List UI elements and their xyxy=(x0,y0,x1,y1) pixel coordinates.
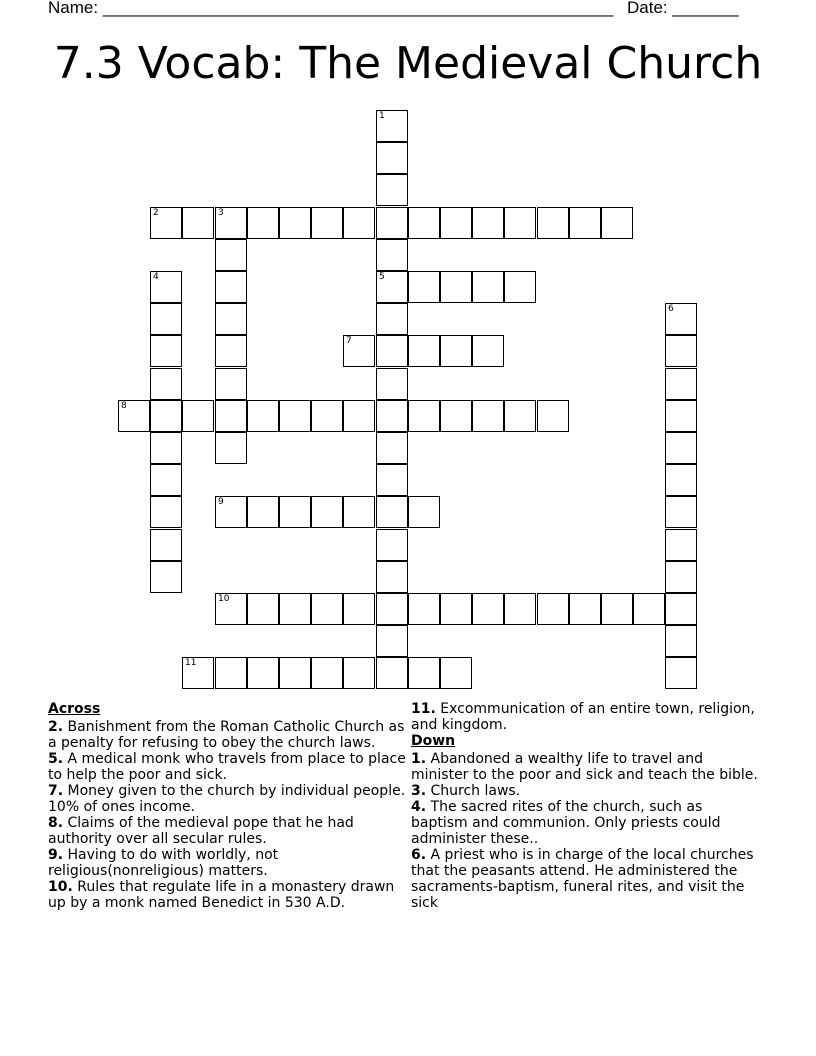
crossword-cell[interactable] xyxy=(376,142,408,174)
crossword-cell[interactable] xyxy=(150,464,182,496)
crossword-cell[interactable] xyxy=(601,593,633,625)
crossword-cell[interactable] xyxy=(215,207,247,239)
crossword-cell[interactable] xyxy=(343,400,375,432)
crossword-cell[interactable] xyxy=(665,335,697,367)
crossword-cell[interactable] xyxy=(569,207,601,239)
crossword-cell[interactable] xyxy=(311,207,343,239)
crossword-cell[interactable] xyxy=(215,432,247,464)
crossword-cell[interactable] xyxy=(665,400,697,432)
crossword-cell[interactable] xyxy=(472,335,504,367)
crossword-cell[interactable] xyxy=(247,593,279,625)
across-clue-7: 7. Money given to the church by individual people. 10% of ones income. xyxy=(48,783,406,815)
crossword-cell[interactable] xyxy=(376,561,408,593)
crossword-cell[interactable] xyxy=(408,657,440,689)
crossword-cell[interactable] xyxy=(376,174,408,206)
clue-number: 1 xyxy=(379,111,385,121)
crossword-cell[interactable] xyxy=(376,529,408,561)
date-label: Date: xyxy=(627,0,668,17)
clues-right-column xyxy=(411,701,761,911)
crossword-cell[interactable] xyxy=(182,207,214,239)
crossword-cell[interactable] xyxy=(504,207,536,239)
down-clue-4: 4. The sacred rites of the church, such as baptism and communion. Only priests could administer these.. xyxy=(411,799,721,847)
crossword-cell[interactable] xyxy=(343,593,375,625)
across-clue-8: 8. Claims of the medieval pope that he had authority over all secular rules. xyxy=(48,815,354,847)
crossword-cell[interactable] xyxy=(408,335,440,367)
crossword-cell[interactable] xyxy=(408,271,440,303)
crossword-cell[interactable] xyxy=(311,657,343,689)
crossword-cell[interactable] xyxy=(665,368,697,400)
crossword-cell[interactable] xyxy=(665,496,697,528)
crossword-cell[interactable] xyxy=(472,400,504,432)
crossword-cell[interactable] xyxy=(182,400,214,432)
crossword-cell[interactable] xyxy=(376,593,408,625)
crossword-cell[interactable] xyxy=(215,496,247,528)
crossword-cell[interactable] xyxy=(279,207,311,239)
crossword-cell[interactable] xyxy=(215,657,247,689)
crossword-cell[interactable] xyxy=(311,400,343,432)
crossword-cell[interactable] xyxy=(665,657,697,689)
crossword-cell[interactable] xyxy=(215,593,247,625)
crossword-cell[interactable] xyxy=(215,239,247,271)
crossword-cell[interactable] xyxy=(665,625,697,657)
crossword-cell[interactable] xyxy=(343,335,375,367)
crossword-cell[interactable] xyxy=(408,400,440,432)
crossword-cell[interactable] xyxy=(440,335,472,367)
across-heading: Across xyxy=(48,701,101,717)
crossword-cell[interactable] xyxy=(376,625,408,657)
crossword-cell[interactable] xyxy=(311,496,343,528)
crossword-cell[interactable] xyxy=(665,464,697,496)
crossword-cell[interactable] xyxy=(376,657,408,689)
clue-number: 5 xyxy=(379,272,385,282)
crossword-cell[interactable] xyxy=(472,271,504,303)
down-clue-3: 3. Church laws. xyxy=(411,783,521,799)
crossword-cell[interactable] xyxy=(665,561,697,593)
crossword-cell[interactable] xyxy=(440,657,472,689)
clue-number: 2 xyxy=(153,208,159,218)
crossword-cell[interactable] xyxy=(279,657,311,689)
clue-number: 3 xyxy=(218,208,224,218)
down-clue-6: 6. A priest who is in charge of the local churches that the peasants attend. He administered the sacraments-baptism, funeral rites, and visit the sick xyxy=(411,847,754,911)
crossword-cell[interactable] xyxy=(376,110,408,142)
crossword-cell[interactable] xyxy=(504,593,536,625)
crossword-cell[interactable] xyxy=(215,400,247,432)
crossword-cell[interactable] xyxy=(633,593,665,625)
crossword-cell[interactable] xyxy=(150,207,182,239)
across-clue-10: 10. Rules that regulate life in a monastery drawn up by a monk named Benedict in 530 A.D. xyxy=(48,879,395,911)
crossword-cell[interactable] xyxy=(279,496,311,528)
crossword-cell[interactable] xyxy=(601,207,633,239)
clue-number: 9 xyxy=(218,497,224,507)
across-clue-11: 11. Excommunication of an entire town, religion, and kingdom. xyxy=(411,701,755,733)
crossword-cell[interactable] xyxy=(182,657,214,689)
name-label: Name: xyxy=(48,0,99,17)
crossword-cell[interactable] xyxy=(150,400,182,432)
crossword-cell[interactable] xyxy=(343,207,375,239)
crossword-cell[interactable] xyxy=(376,335,408,367)
crossword-cell[interactable] xyxy=(408,593,440,625)
crossword-cell[interactable] xyxy=(376,400,408,432)
crossword-cell[interactable] xyxy=(376,271,408,303)
crossword-cell[interactable] xyxy=(343,496,375,528)
clue-number: 7 xyxy=(346,336,352,346)
clue-number: 6 xyxy=(668,304,674,314)
crossword-cell[interactable] xyxy=(504,400,536,432)
clue-number: 11 xyxy=(185,658,197,668)
crossword-cell[interactable] xyxy=(215,335,247,367)
crossword-cell[interactable] xyxy=(537,207,569,239)
crossword-cell[interactable] xyxy=(311,593,343,625)
crossword-cell[interactable] xyxy=(150,432,182,464)
crossword-cell[interactable] xyxy=(247,657,279,689)
crossword-cell[interactable] xyxy=(569,593,601,625)
crossword-cell[interactable] xyxy=(247,496,279,528)
crossword-cell[interactable] xyxy=(665,303,697,335)
crossword-cell[interactable] xyxy=(537,400,569,432)
crossword-cell[interactable] xyxy=(150,271,182,303)
crossword-cell[interactable] xyxy=(472,207,504,239)
crossword-cell[interactable] xyxy=(150,335,182,367)
crossword-cell[interactable] xyxy=(118,400,150,432)
crossword-cell[interactable] xyxy=(376,303,408,335)
name-line: ______________________________________________________ xyxy=(102,0,614,17)
crossword-cell[interactable] xyxy=(408,496,440,528)
down-heading: Down xyxy=(411,733,456,749)
crossword-cell[interactable] xyxy=(279,593,311,625)
crossword-cell[interactable] xyxy=(376,207,408,239)
crossword-cell[interactable] xyxy=(247,400,279,432)
crossword-cell[interactable] xyxy=(504,271,536,303)
crossword-cell[interactable] xyxy=(376,368,408,400)
crossword-cell[interactable] xyxy=(376,464,408,496)
clue-number: 4 xyxy=(153,272,159,282)
date-line: _______ xyxy=(672,0,739,17)
crossword-cell[interactable] xyxy=(343,657,375,689)
crossword-cell[interactable] xyxy=(440,593,472,625)
crossword-cell[interactable] xyxy=(440,400,472,432)
clue-number: 8 xyxy=(121,401,127,411)
across-clue-2: 2. Banishment from the Roman Catholic Church as a penalty for refusing to obey the church laws. xyxy=(48,719,405,751)
crossword-cell[interactable] xyxy=(376,496,408,528)
crossword-cell[interactable] xyxy=(150,496,182,528)
crossword-cell[interactable] xyxy=(472,593,504,625)
crossword-cell[interactable] xyxy=(665,432,697,464)
crossword-cell[interactable] xyxy=(279,400,311,432)
crossword-cell[interactable] xyxy=(376,239,408,271)
clues-left-column xyxy=(48,701,406,911)
down-clue-1: 1. Abandoned a wealthy life to travel and minister to the poor and sick and teach the bible. xyxy=(411,751,758,783)
crossword-cell[interactable] xyxy=(215,303,247,335)
crossword-cell[interactable] xyxy=(150,529,182,561)
crossword-cell[interactable] xyxy=(440,271,472,303)
page-title: 7.3 Vocab: The Medieval Church xyxy=(53,38,763,89)
crossword-cell[interactable] xyxy=(150,368,182,400)
crossword-cell[interactable] xyxy=(247,207,279,239)
crossword-cell[interactable] xyxy=(440,207,472,239)
crossword-cell[interactable] xyxy=(150,561,182,593)
crossword-cell[interactable] xyxy=(150,303,182,335)
across-clue-5: 5. A medical monk who travels from place to place to help the poor and sick. xyxy=(48,751,406,783)
crossword-cell[interactable] xyxy=(376,432,408,464)
crossword-cell[interactable] xyxy=(215,271,247,303)
crossword-cell[interactable] xyxy=(408,207,440,239)
clue-number: 10 xyxy=(218,594,230,604)
crossword-cell[interactable] xyxy=(215,368,247,400)
across-clue-9: 9. Having to do with worldly, not religious(nonreligious) matters. xyxy=(48,847,279,879)
crossword-cell[interactable] xyxy=(665,593,697,625)
crossword-cell[interactable] xyxy=(665,529,697,561)
crossword-cell[interactable] xyxy=(537,593,569,625)
